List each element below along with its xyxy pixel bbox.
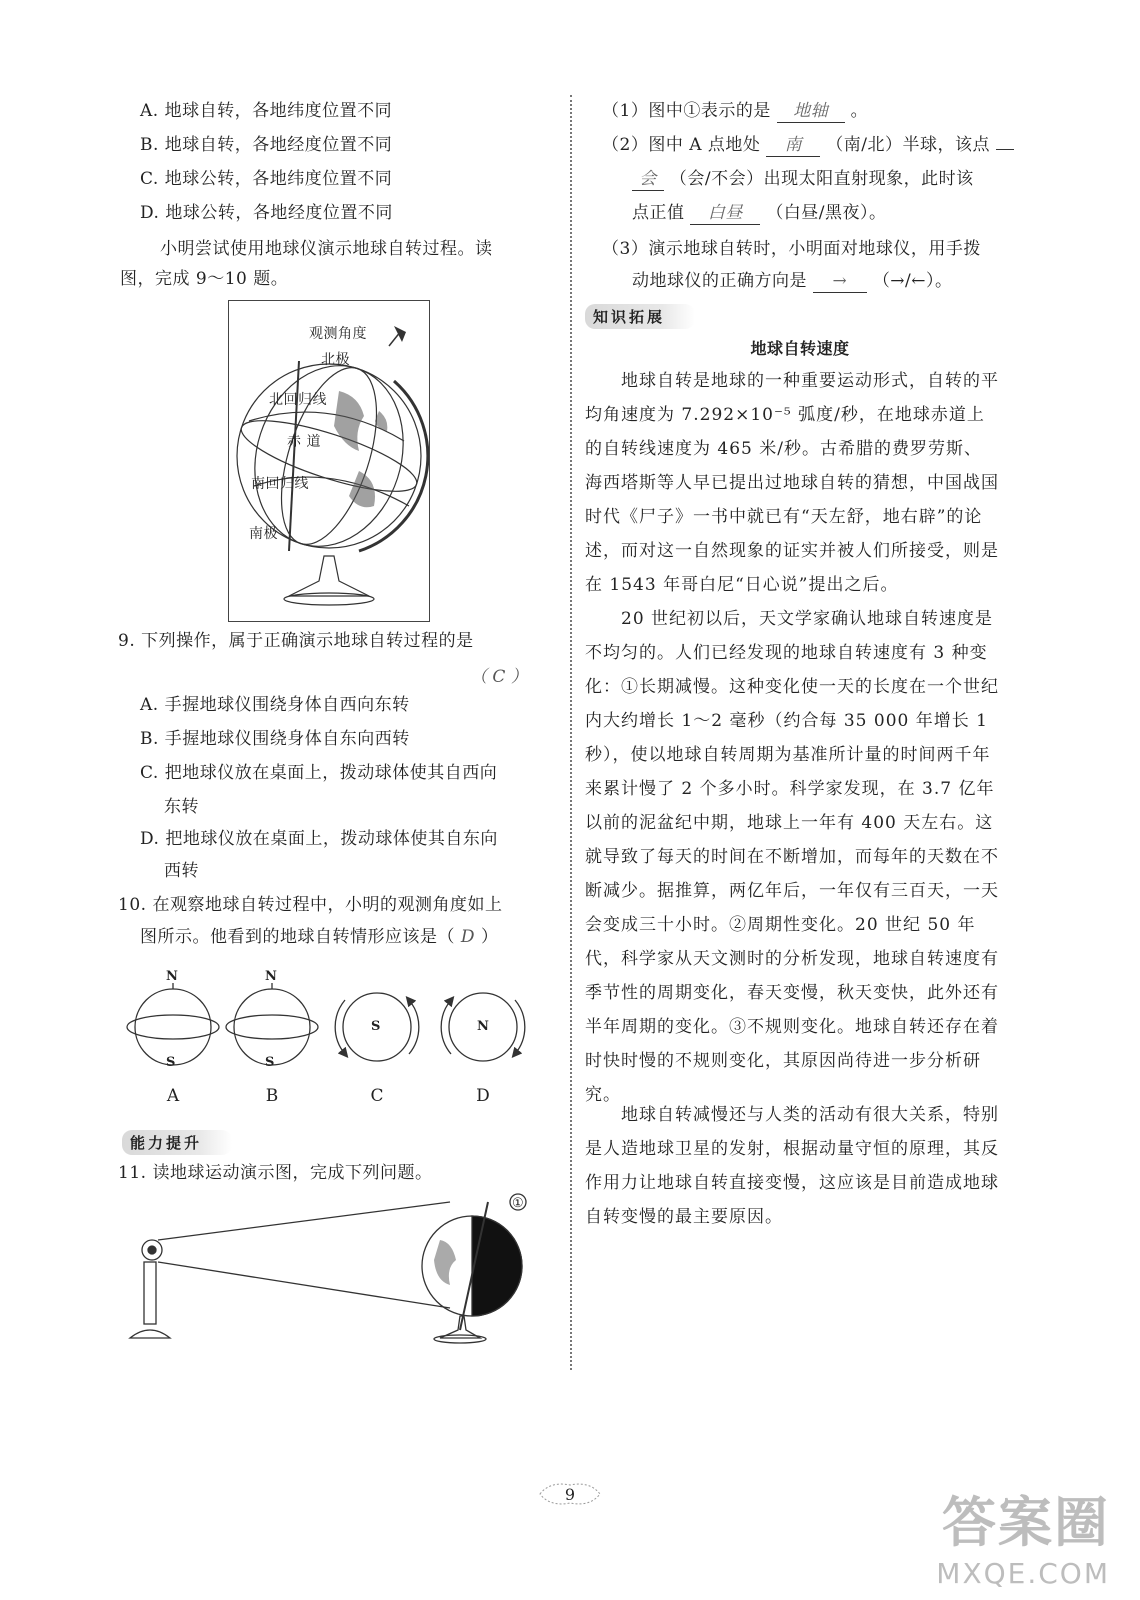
article-title: 地球自转速度 — [750, 339, 850, 358]
q11-part2-text: （2）图中 A 点地处 — [602, 135, 761, 155]
disc-label-c: C — [370, 1086, 384, 1106]
q9-option-d: D. 把地球仪放在桌面上，拨动球体使其自东向 — [140, 829, 498, 849]
q11-part3-pre: 动地球仪的正确方向是 — [632, 271, 807, 291]
q11-part2-mid: （南/北）半球，该点 — [826, 135, 990, 155]
q11-part2-pre3: 点正值 — [632, 203, 685, 223]
q11-part3-line1: （3）演示地球自转时，小明面对地球仪，用手拨 — [602, 239, 981, 259]
q9-option-c: C. 把地球仪放在桌面上，拨动球体使其自西向 — [140, 763, 498, 783]
article-paragraph-3: 地球自转减慢还与人类的活动有很大关系，特别是人造地球卫星的发射，根据动量守恒的原理，其反作用力让地球自转直接变慢，这应该是目前造成地球自转变慢的最主要原因。 — [585, 1105, 999, 1227]
q11-part1-answer: 地轴 — [777, 100, 845, 123]
q9-option-b: B. 手握地球仪围绕身体自东向西转 — [140, 729, 410, 749]
globe-figure — [228, 300, 430, 622]
q11-part2-answer-2: 会 — [632, 168, 664, 191]
q11-part3-line2 — [632, 270, 953, 293]
q11-part1-text: （1）图中①表示的是 — [602, 101, 771, 121]
marker-1: ① — [512, 1196, 525, 1211]
q11-part3-post: （→/←）。 — [872, 271, 953, 291]
demo-figure — [120, 1190, 550, 1350]
q11-part2-mid2: （会/不会）出现太阳直射现象，此时该 — [669, 169, 974, 189]
disc-label-d: D — [476, 1086, 490, 1106]
q9-option-d-cont: 西转 — [164, 861, 199, 881]
watermark-main: 答案圈 — [942, 1491, 1110, 1554]
label-south-pole: 南极 — [249, 526, 278, 542]
q9-stem: 9. 下列操作，属于正确演示地球自转过程的是 — [118, 631, 474, 651]
disc-c-s: S — [371, 1019, 381, 1034]
q11-part2-answer-1: 南 — [766, 134, 820, 157]
q11-part2-line2 — [632, 168, 974, 191]
q11-part2-blank-start — [996, 149, 1014, 150]
q11-part2-answer-3: 白昼 — [690, 202, 760, 225]
watermark — [936, 1480, 1110, 1590]
label-observation-angle: 观测角度 — [309, 326, 367, 342]
q11-part2-line1 — [602, 134, 1014, 157]
label-equator: 赤 道 — [287, 434, 321, 450]
section-tag-ability: 能力提升 — [122, 1130, 232, 1155]
page-number-ornament — [530, 1485, 610, 1504]
q8-option-b: B. 地球自转，各地经度位置不同 — [140, 135, 393, 155]
label-tropic-north: 北回归线 — [269, 392, 327, 408]
intro-line-1: 小明尝试使用地球仪演示地球自转过程。读 — [160, 239, 493, 259]
label-north-pole: 北极 — [321, 352, 350, 368]
q11-part2-line3 — [632, 202, 887, 225]
intro-line-2: 图，完成 9～10 题。 — [120, 269, 289, 289]
q11-part2-post3: （白昼/黑夜）。 — [766, 203, 887, 223]
q8-option-a: A. 地球自转，各地纬度位置不同 — [140, 101, 393, 121]
column-divider — [570, 95, 572, 1370]
q11-part3-answer: → — [813, 270, 867, 293]
q11-stem: 11. 读地球运动演示图，完成下列问题。 — [118, 1163, 433, 1183]
disc-b-n: N — [265, 969, 278, 984]
watermark-url: MXQE.COM — [936, 1557, 1110, 1590]
article-paragraph-2: 20 世纪初以后，天文学家确认地球自转速度是不均匀的。人们已经发现的地球自转速度有 3 种变化：①长期减慢。这种变化使一天的长度在一个世纪内大约增长 1～2 毫秒（约合每 35 000 年增长 1 秒），使以地球自转周期为基准所计量的时间两千年来累计慢了 2 个多小时。科学家发现，在 3.7 亿年以前的泥盆纪中期，地球上一年有 400 天左右。这就导致了每天的时间在不断增加，而每年的天数在不断减少。据推算，两亿年后，一年仅有三百天，一天会变成三十小时。②周期性变化。20 世纪 50 年代，科学家从天文测时的分析发现，地球自转速度有季节性的周期变化，春天变慢，秋天变快，此外还有半年周期的变化。③不规则变化。地球自转还存在着时快时慢的不规则变化，其原因尚待进一步分析研究。 — [585, 609, 999, 1105]
q10-stem-line-1: 10. 在观察地球自转过程中，小明的观测角度如上 — [118, 895, 503, 915]
q9-option-c-cont: 东转 — [164, 797, 199, 817]
q10-answer: D — [460, 927, 476, 947]
q9-answer: （ C ） — [470, 667, 528, 687]
q11-part1 — [602, 100, 868, 123]
q10-stem-text: 图所示。他看到的地球自转情形应该是（ — [140, 927, 455, 947]
article-paragraph-1: 地球自转是地球的一种重要运动形式，自转的平均角速度为 7.292×10⁻⁵ 弧度/秒，在地球赤道上的自转线速度为 465 米/秒。古希腊的费罗劳斯、海西塔斯等人早已提出过地球自转的猜想，中国战国时代《尸子》一书中就已有“天左舒，地右辟”的论述，而对这一自然现象的证实并被人们所接受，则是在 1543 年哥白尼“日心说”提出之后。 — [585, 371, 999, 595]
label-tropic-south: 南回归线 — [251, 476, 309, 492]
disc-label-a: A — [166, 1086, 180, 1106]
q8-option-c: C. 地球公转，各地纬度位置不同 — [140, 169, 393, 189]
section-tag-knowledge: 知识拓展 — [585, 304, 695, 329]
page-number: 9 — [564, 1485, 576, 1504]
disc-a-s: S — [166, 1055, 176, 1070]
q10-stem-line-2 — [140, 926, 498, 948]
disc-d-n: N — [477, 1019, 490, 1034]
disc-label-b: B — [265, 1086, 279, 1106]
disc-b-s: S — [265, 1055, 275, 1070]
disc-a-n: N — [166, 969, 179, 984]
q11-part1-end: 。 — [850, 101, 869, 121]
q8-option-d: D. 地球公转，各地经度位置不同 — [140, 203, 393, 223]
q10-close-paren: ） — [480, 927, 499, 947]
q9-option-a: A. 手握地球仪围绕身体自西向东转 — [140, 695, 410, 715]
